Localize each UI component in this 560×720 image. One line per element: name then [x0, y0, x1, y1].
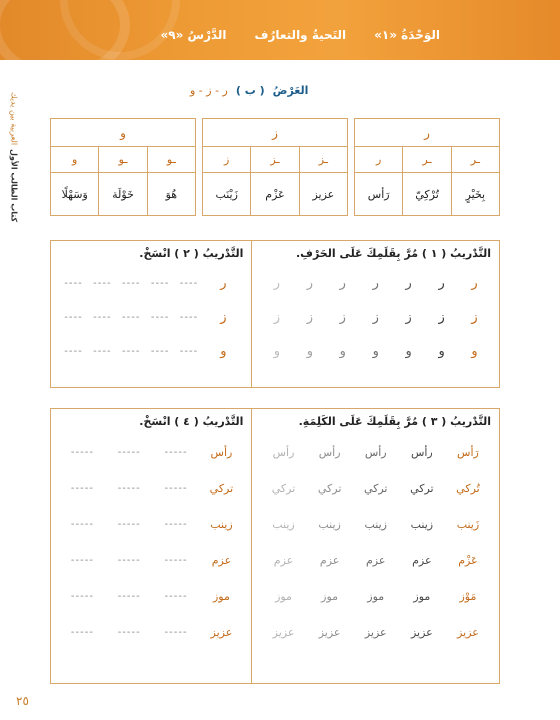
writing-line: ----	[179, 277, 199, 289]
trace-word: عَزْم	[458, 553, 478, 567]
trace-word-row	[260, 434, 491, 470]
presentation-letters: ر - ز - و	[190, 84, 228, 97]
letter-form-cell: ـر	[402, 147, 450, 172]
letter-form-cell: ـز	[299, 147, 347, 172]
trace-letter: و	[339, 343, 346, 359]
writing-lines	[59, 555, 199, 566]
writing-line: ----	[150, 345, 170, 357]
trace-letter: ر	[306, 275, 313, 291]
example-word-cell: وَسَهْلًا	[61, 187, 88, 201]
trace-letter: ز	[405, 309, 412, 325]
trace-word: تركي	[317, 481, 342, 495]
example-word-cell: تُرْكِيّ	[402, 173, 450, 215]
trace-word: رأس	[272, 445, 295, 459]
copy-model-word: رأس	[210, 445, 233, 459]
writing-line: -----	[117, 626, 141, 638]
trace-word-row	[260, 542, 491, 578]
trace-letter: ز	[372, 309, 379, 325]
exercise-2	[51, 241, 251, 387]
writing-line: -----	[117, 554, 141, 566]
letter-form-cell: ـو	[147, 147, 195, 172]
trace-word: زَينب	[456, 517, 480, 531]
writing-line: ----	[179, 345, 199, 357]
writing-lines	[59, 627, 199, 638]
letter-form-cell: ر	[376, 153, 382, 166]
letter-heading: ز	[203, 119, 347, 147]
writing-line: -----	[164, 590, 188, 602]
trace-letter: و	[405, 343, 412, 359]
copy-word-row	[59, 578, 243, 614]
unit-label: الوَحْدَةُ «١»	[374, 28, 440, 42]
copy-word-row	[59, 506, 243, 542]
trace-letter: و	[273, 343, 281, 359]
exercise-4	[51, 409, 251, 683]
letter-group	[50, 118, 196, 216]
trace-word: زينب	[364, 517, 387, 531]
example-word-cell: هُوَ	[147, 173, 195, 215]
example-words-row	[203, 173, 347, 215]
writing-line: -----	[164, 482, 188, 494]
copy-word-row	[59, 614, 243, 650]
trace-letter: و	[438, 343, 445, 359]
header-text	[160, 28, 440, 42]
trace-word-row	[260, 578, 491, 614]
trace-letter: ر	[405, 275, 412, 291]
trace-word: رأس	[318, 445, 341, 459]
trace-word: عزم	[273, 553, 294, 567]
writing-line: ----	[179, 311, 199, 323]
example-word-cell: زَيْنَب	[215, 187, 238, 201]
exercise-4-title: التَّدْريبُ ( ٤ ) انْسَخْ.	[139, 415, 244, 428]
exercise-panel-words	[50, 408, 500, 684]
writing-line: -----	[70, 590, 94, 602]
trace-word: موز	[275, 589, 292, 603]
trace-word: عزيز	[364, 625, 387, 639]
writing-line: -----	[117, 446, 141, 458]
copy-model-word: عزيز	[210, 625, 233, 639]
letter-forms-row	[355, 147, 499, 173]
writing-line: -----	[70, 626, 94, 638]
exercise-3-title: التَّدْريبُ ( ٣ ) مُرَّ بِقَلَمِكَ عَلَى الكَلِمَةِ.	[298, 415, 491, 428]
book-side-label	[2, 92, 26, 252]
writing-line: -----	[70, 554, 94, 566]
copy-model-word: موز	[212, 589, 230, 603]
trace-row	[260, 300, 491, 334]
writing-line: -----	[164, 554, 188, 566]
trace-letter: ر	[438, 275, 445, 291]
writing-lines	[59, 519, 199, 530]
exercise-3	[251, 409, 499, 683]
writing-line: -----	[117, 518, 141, 530]
trace-letter: ر	[273, 275, 281, 291]
copy-word-row	[59, 470, 243, 506]
trace-word: عزيز	[318, 625, 341, 639]
writing-line: ----	[93, 277, 112, 289]
trace-word-row	[260, 614, 491, 650]
trace-letter: ز	[273, 309, 281, 325]
letter-group	[354, 118, 500, 216]
trace-letter: ز	[339, 309, 346, 325]
trace-word: تركي	[271, 481, 296, 495]
writing-line: ----	[122, 345, 141, 357]
trace-word: زينب	[272, 517, 295, 531]
trace-letter: و	[372, 343, 379, 359]
trace-letter: ز	[438, 309, 445, 325]
writing-line: ----	[64, 345, 83, 357]
letter-form-cell: ـز	[250, 147, 298, 172]
writing-line: -----	[70, 518, 94, 530]
writing-line: -----	[164, 446, 188, 458]
copy-model-letter: و	[220, 343, 227, 359]
writing-line: -----	[70, 446, 94, 458]
trace-word: تُركي	[456, 481, 480, 495]
trace-word: رأس	[364, 445, 387, 459]
presentation-title: العَرْضُ	[272, 84, 309, 97]
topic-label: التَحيةُ والتعارُف	[254, 28, 347, 42]
trace-word: موز	[367, 589, 385, 603]
writing-lines	[59, 278, 203, 289]
trace-letter: ر	[372, 275, 379, 291]
example-words-row	[355, 173, 499, 215]
trace-word: تركي	[363, 481, 388, 495]
trace-word: موز	[321, 589, 339, 603]
exercise-panel-letters	[50, 240, 500, 388]
trace-letter: ز	[471, 309, 478, 325]
copy-model-letter: ر	[220, 275, 227, 291]
trace-word: زينب	[410, 517, 434, 531]
writing-line: ----	[64, 311, 83, 323]
writing-line: -----	[117, 482, 141, 494]
trace-word: عزم	[366, 553, 386, 567]
letter-form-cell: و	[72, 153, 78, 166]
writing-line: ----	[122, 277, 141, 289]
example-word-cell: عزيز	[299, 173, 347, 215]
writing-line: ----	[122, 311, 141, 323]
copy-row	[59, 334, 243, 368]
exercise-2-title: التَّدْريبُ ( ٢ ) انْسَخْ.	[139, 247, 244, 260]
series-title: العربية بين يديك	[9, 92, 19, 146]
lesson-label: الدَّرْسُ «٩»	[160, 28, 227, 42]
writing-line: -----	[164, 518, 188, 530]
trace-letter: ر	[339, 275, 346, 291]
writing-line: ----	[93, 345, 112, 357]
trace-row	[260, 266, 491, 300]
copy-word-row	[59, 542, 243, 578]
trace-word: زينب	[318, 517, 341, 531]
letter-form-cell: ز	[224, 153, 230, 166]
letter-heading: و	[51, 119, 195, 147]
letter-heading: ر	[355, 119, 499, 147]
example-word-cell: بِخَيْرٍ	[451, 173, 499, 215]
page-number: ٢٥	[16, 694, 29, 708]
trace-word: عزيز	[457, 625, 479, 639]
trace-word: عزم	[319, 553, 340, 567]
writing-lines	[59, 483, 199, 494]
letter-forms-row	[203, 147, 347, 173]
trace-word: عزم	[412, 553, 432, 567]
exercise-1	[251, 241, 499, 387]
trace-word-row	[260, 506, 491, 542]
trace-row	[260, 334, 491, 368]
exercise-1-title: التَّدْريبُ ( ١ ) مُرَّ بِقَلَمِكَ عَلَى الحَرْفِ.	[295, 247, 491, 260]
copy-row	[59, 300, 243, 334]
copy-row	[59, 266, 243, 300]
writing-lines	[59, 447, 199, 458]
trace-letter: و	[306, 343, 313, 359]
copy-model-word: عزم	[211, 553, 232, 567]
writing-lines	[59, 346, 203, 357]
trace-word: رَأس	[457, 445, 479, 459]
writing-line: -----	[70, 482, 94, 494]
trace-word-row	[260, 470, 491, 506]
letter-group	[202, 118, 348, 216]
writing-line: ----	[150, 311, 170, 323]
trace-letter: و	[471, 343, 478, 359]
copy-model-letter: ز	[220, 309, 227, 325]
trace-word: عزيز	[410, 625, 433, 639]
copy-word-row	[59, 434, 243, 470]
example-words-row	[51, 173, 195, 215]
writing-line: ----	[150, 277, 170, 289]
writing-lines	[59, 591, 199, 602]
header-banner	[0, 0, 560, 60]
book-title: كتاب الطالب الأول	[9, 149, 19, 223]
writing-line: ----	[93, 311, 112, 323]
letter-forms-row	[51, 147, 195, 173]
writing-line: ----	[64, 277, 83, 289]
trace-word: تركي	[410, 481, 434, 495]
example-word-cell: عَزْم	[250, 173, 298, 215]
presentation-heading	[190, 84, 308, 97]
trace-word: مَوْز	[459, 589, 477, 603]
letter-forms-table	[50, 118, 500, 216]
letter-form-cell: ـو	[98, 147, 146, 172]
copy-model-word: زينب	[210, 517, 233, 531]
copy-model-word: تركي	[209, 481, 234, 495]
letter-form-cell: ـر	[451, 147, 499, 172]
writing-line: -----	[164, 626, 188, 638]
trace-letter: ر	[471, 275, 478, 291]
writing-line: -----	[117, 590, 141, 602]
trace-word: موز	[413, 589, 431, 603]
trace-word: عزيز	[272, 625, 295, 639]
example-word-cell: خَوْلَة	[98, 173, 146, 215]
trace-letter: ز	[306, 309, 313, 325]
writing-lines	[59, 312, 203, 323]
trace-word: رأس	[410, 445, 433, 459]
example-word-cell: رَأس	[367, 187, 390, 201]
presentation-part: ( ب )	[235, 84, 265, 97]
